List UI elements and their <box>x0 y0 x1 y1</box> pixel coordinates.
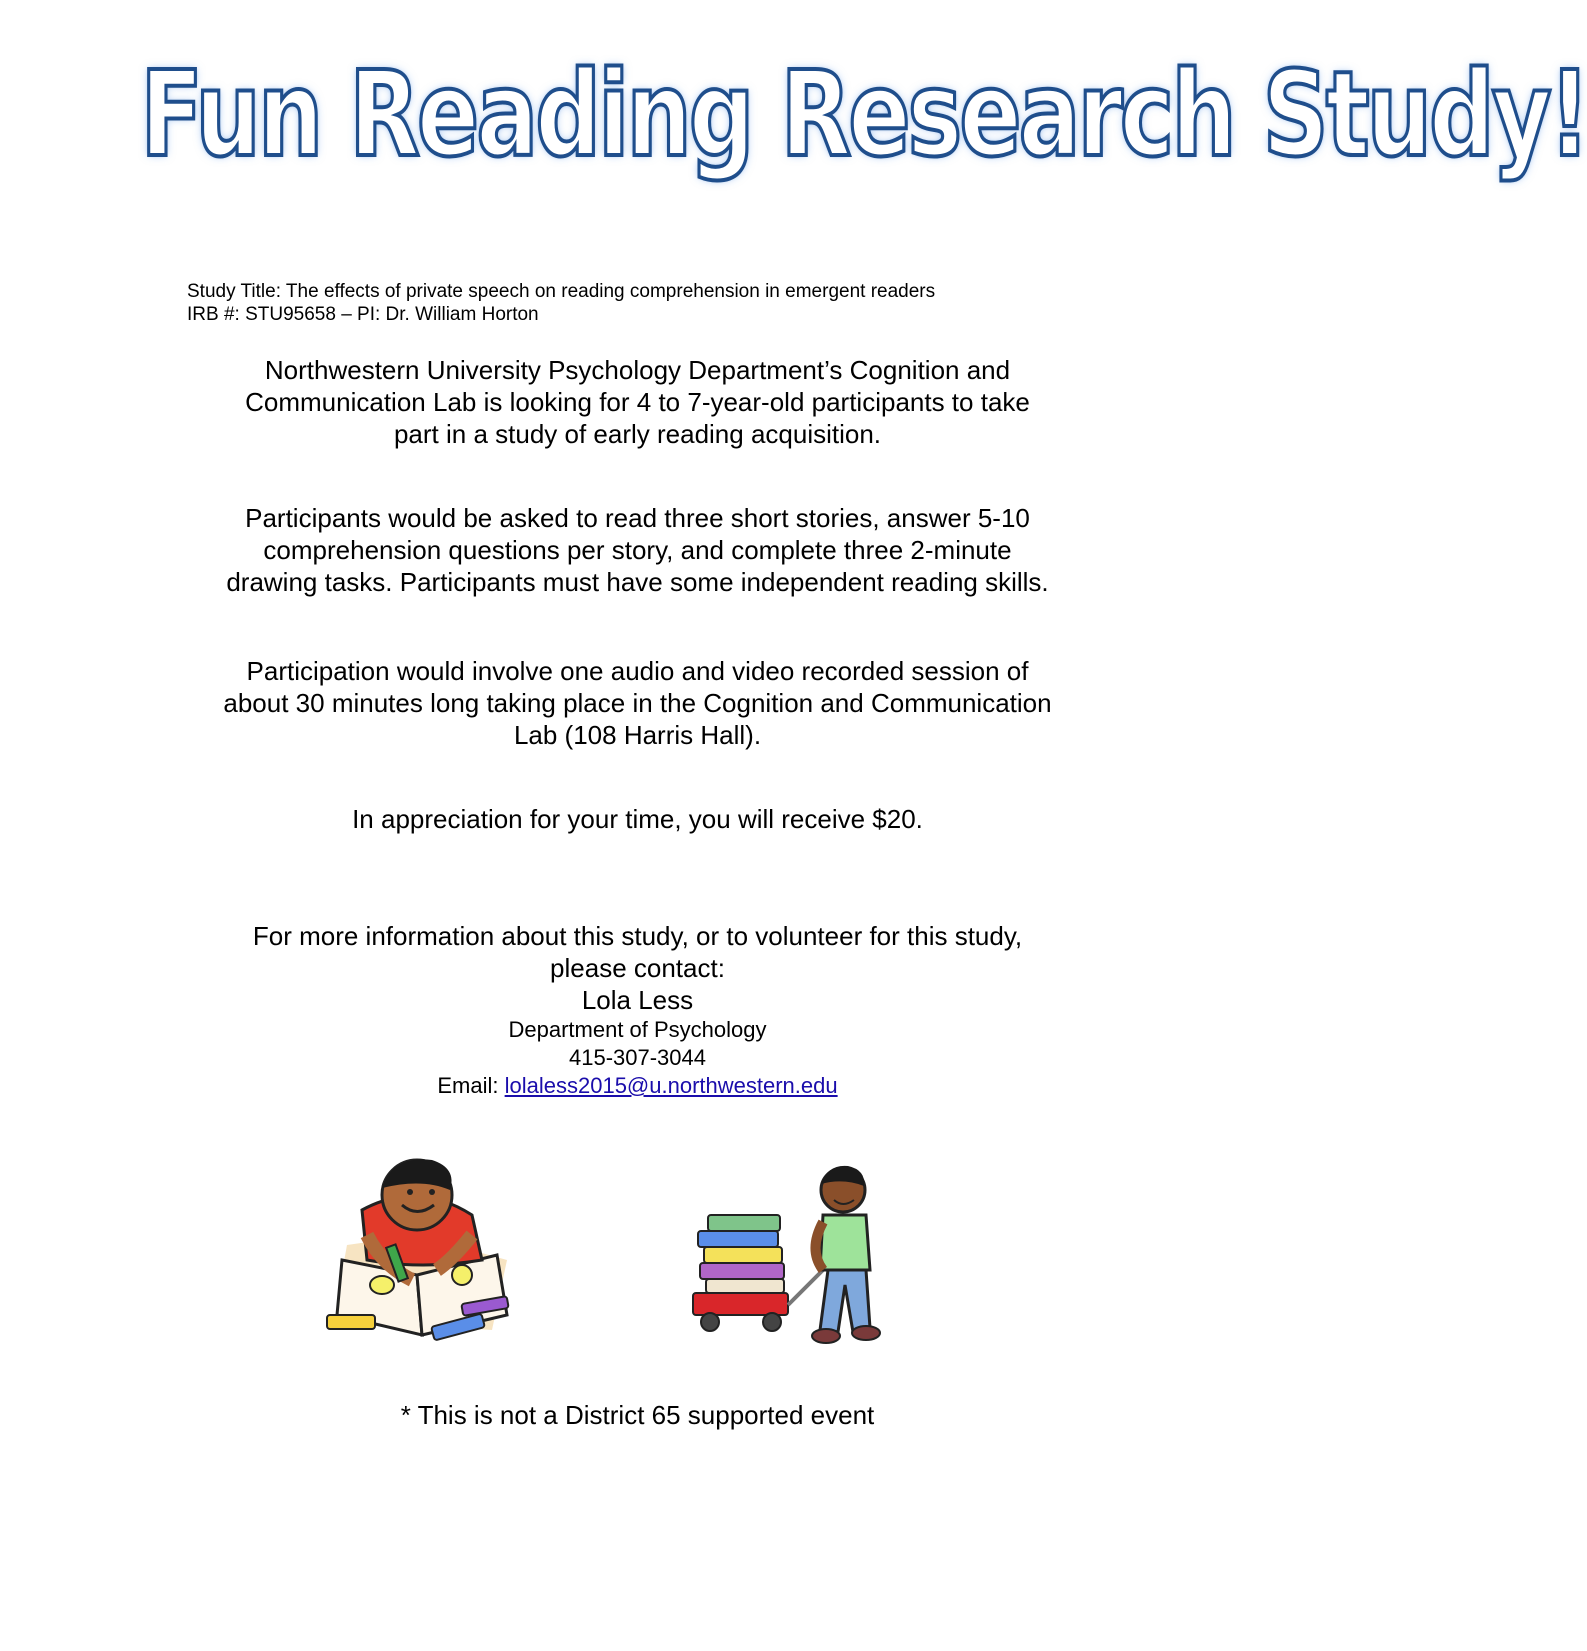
disclaimer-footer: * This is not a District 65 supported event <box>400 1400 875 1430</box>
tasks-line: comprehension questions per story, and complete three 2-minute <box>263 535 1012 565</box>
intro-line: part in a study of early reading acquisition. <box>393 419 882 449</box>
email-link[interactable]: lolaless2015@u.northwestern.edu <box>504 1073 838 1098</box>
tasks-line: drawing tasks. Participants must have some independent reading skills. <box>226 567 1049 597</box>
contact-lead-line: For more information about this study, or to volunteer for this study, <box>252 921 1023 951</box>
session-paragraph <box>0 655 1275 751</box>
session-line: about 30 minutes long taking place in the Cognition and Communication <box>223 688 1052 718</box>
irb-line: IRB #: STU95658 – PI: Dr. William Horton <box>187 304 539 325</box>
contact-department: Department of Psychology <box>508 1017 767 1042</box>
contact-name: Lola Less <box>581 985 694 1015</box>
child-drawing-clipart <box>322 1150 532 1350</box>
session-line: Participation would involve one audio and video recorded session of <box>246 656 1029 686</box>
tasks-paragraph <box>0 502 1275 598</box>
tasks-line: Participants would be asked to read three short stories, answer 5-10 <box>245 503 1030 533</box>
contact-block <box>0 920 1275 1100</box>
child-wagon-clipart <box>688 1160 898 1360</box>
session-line: Lab (108 Harris Hall). <box>513 720 762 750</box>
intro-paragraph <box>0 354 1275 450</box>
contact-email-row <box>0 1072 1275 1100</box>
contact-lead-line: please contact: <box>550 953 725 983</box>
page-title: Fun Reading Research Study! <box>140 45 1587 183</box>
contact-phone: 415-307-3044 <box>568 1045 706 1070</box>
payment-line: In appreciation for your time, you will receive $20. <box>352 804 923 834</box>
study-title-line: Study Title: The effects of private speech on reading comprehension in emergent readers <box>187 281 936 302</box>
intro-line: Northwestern University Psychology Department’s Cognition and <box>264 355 1011 385</box>
intro-line: Communication Lab is looking for 4 to 7-year-old participants to take <box>245 387 1030 417</box>
email-label: Email: <box>437 1073 505 1098</box>
